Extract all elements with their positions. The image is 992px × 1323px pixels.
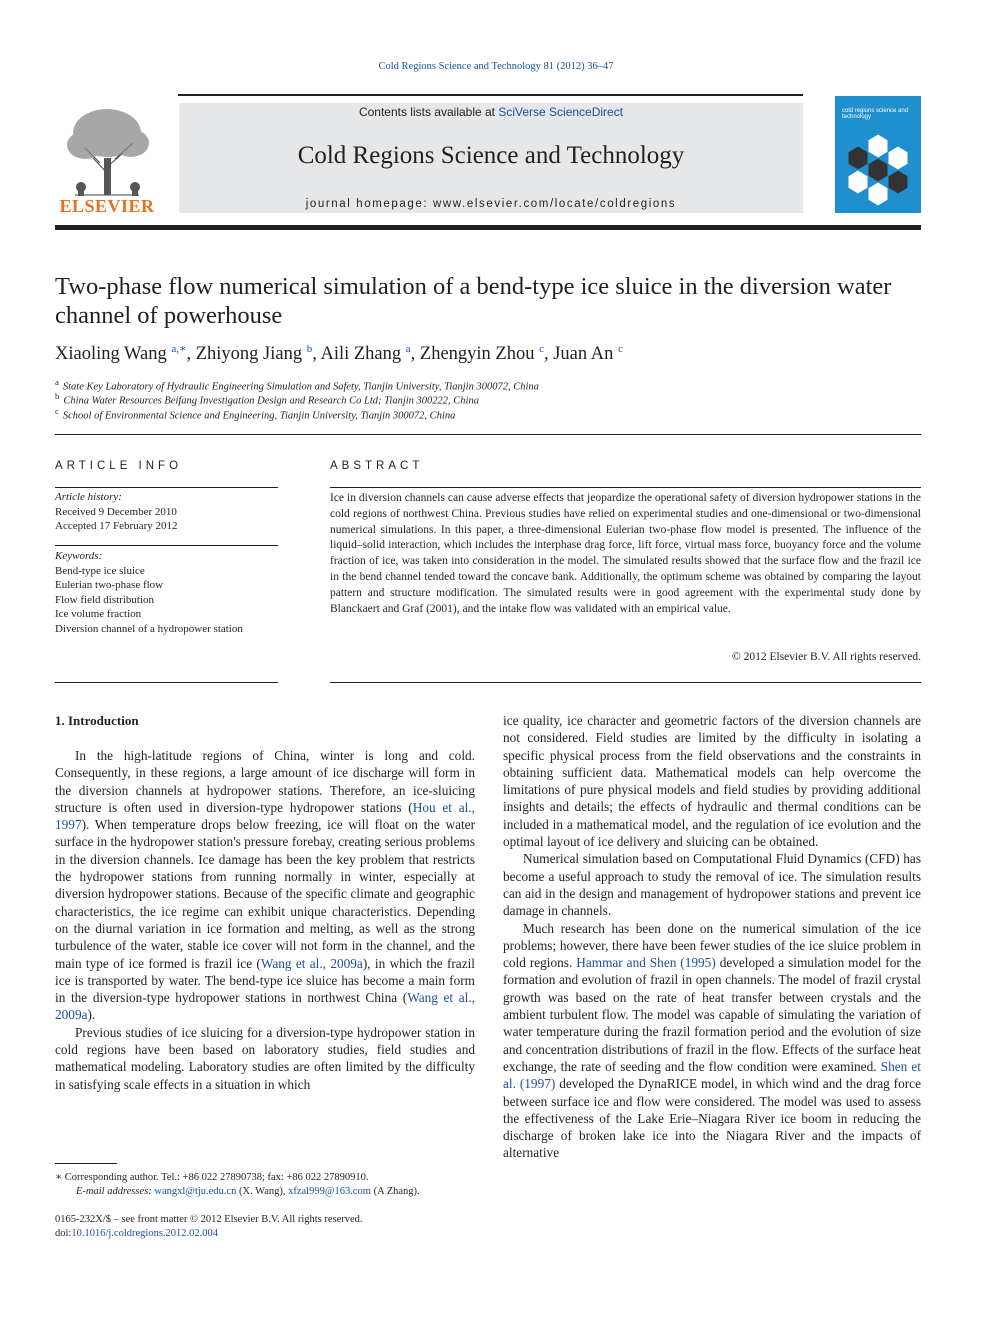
abstract-text: Ice in diversion channels can cause adverse effects that jeopardize the operational safety of diversion hydropower stations in the cold regions of northwest China. Previous studies have relied on experimental studies and one-dimensional or two-dimensional numerical simulations. In this paper, a three-dimensional Eulerian two-phase flow model is presented. The influence of the liquid–solid interaction, which includes the interphase drag force, lift force, virtual mass force, buoyancy force and the volume fraction of ice, was taken into consideration in the model. The simulated results showed that the surface flow and the frazil ice in the bend channel tended toward the concave bank. Additionally, the optimum scheme was obtained by comparing the layout pattern and structure modification. The simulated results were in good agreement with the experimental study done by Blanckaert and Graf (2001), and the intake flow was validated with an empirical value.: [330, 492, 921, 615]
body-column-right: [503, 712, 921, 1162]
body-paragraph: Numerical simulation based on Computational Fluid Dynamics (CFD) has become a useful approach to study the removal of ice. The simulation results can aid in the design and management of hydropower stations and prevent ice damage in channels.: [503, 851, 921, 919]
contents-line: [179, 105, 803, 119]
author-affiliation-mark[interactable]: a: [405, 343, 411, 355]
section-heading-introduction: 1. Introduction: [55, 713, 139, 728]
author-affiliation-mark[interactable]: b: [306, 343, 313, 355]
keyword: Diversion channel of a hydropower station: [55, 622, 243, 635]
email-link[interactable]: xfzal999@163.com: [288, 1186, 371, 1197]
affiliation-text: School of Environmental Science and Engineering, Tianjin University, Tianjin 300072, China: [62, 410, 456, 422]
divider: [55, 434, 921, 435]
contents-prefix: Contents lists available at: [358, 105, 499, 119]
text-run: In the high-latitude regions of China, winter is long and cold. Consequently, in these regions, a large amount of ice discharge will form in the diversion channels at hydropower stations. Therefore, an ice-sluicing structure is often used in diversion-type hydropower stations (: [55, 748, 475, 815]
article-history-label: Article history:: [55, 491, 122, 503]
article-title-line2: channel of powerhouse: [55, 302, 283, 329]
author-name[interactable]: Aili Zhang: [320, 344, 402, 365]
affiliation-mark: b: [55, 391, 60, 401]
text-run: Much research has been done on the numerical simulation of the ice problems; however, there have been fewer studies of the ice sluice problem in cold regions.: [503, 920, 921, 971]
accepted-date: Accepted 17 February 2012: [55, 520, 178, 532]
cover-hexagon-art: [838, 126, 918, 210]
keywords-block: [55, 549, 285, 636]
keyword: Flow field distribution: [55, 593, 154, 606]
body-paragraph: Previous studies of ice sluicing for a diversion-type hydropower station in cold regions have been based on laboratory studies, field studies and mathematical modeling. Laboratory studies are often limited by the difficulty in satisfying scale effects in a situation in which: [55, 1024, 475, 1092]
email-label: E-mail addresses:: [76, 1186, 152, 1197]
cover-title: cold regions science and technology: [842, 108, 909, 120]
article-info-heading: ARTICLE INFO: [55, 460, 183, 472]
keyword: Ice volume fraction: [55, 608, 142, 620]
text-run: ).: [87, 1007, 96, 1023]
author-affiliation-mark[interactable]: a,∗: [171, 343, 187, 355]
divider: [330, 682, 921, 683]
text-run: ), in which the frazil ice is transported by water. The bend-type ice sluice has become a main form in the diversion-type hydropower stations in northwest China (: [55, 955, 476, 1006]
doi-line: [55, 1228, 218, 1239]
affiliation-mark: a: [55, 377, 59, 387]
footnote-rule: [55, 1163, 117, 1164]
body-paragraph: [55, 747, 475, 1024]
citation-link[interactable]: Wang et al., 2009a: [55, 990, 475, 1023]
header-thick-rule: [55, 225, 921, 230]
author-affiliation-mark[interactable]: c: [617, 343, 623, 355]
citation-link[interactable]: Hammar and Shen (1995): [576, 955, 716, 971]
affiliation-text: China Water Resources Beifang Investigation Design and Research Co Ltd; Tianjin 300222, China: [63, 395, 479, 407]
affiliation: [55, 391, 935, 407]
author-list: Xiaoling Wang $^{a,∗}$, Zhiyong Jiang $^b$, Aili Zhang $^a$, Zhengyin Zhou $^c$, Juan An $^c$: [55, 343, 623, 365]
affiliation: [55, 406, 935, 422]
issn-line: 0165-232X/$ – see front matter © 2012 Elsevier B.V. All rights reserved.: [55, 1214, 363, 1225]
article-title-line1: Two-phase flow numerical simulation of a bend-type ice sluice in the diversion water: [55, 273, 892, 300]
divider: [55, 545, 278, 546]
email-owner: (A Zhang).: [370, 1186, 420, 1197]
text-run: ). When temperature drops below freezing, ice will float on the water surface in the hydropower station's pressure forebay, creating serious problems in the diversion channels. Ice damage has been the key problem that restricts the hydropower stations from running normally in winter, especially at diversion hydropower stations. Because of the specific climate and geographic characteristics, the ice regime can exhibit unique characteristics. Depending on the diurnal variation in ice formation and melting, as well as the strong turbulence of the water, stable ice cover will not form in the channel, and the main type of ice formed is frazil ice (: [55, 817, 475, 971]
divider: [55, 682, 278, 683]
doi-prefix: doi:: [55, 1228, 72, 1239]
divider: [55, 487, 278, 488]
body-column-left: [55, 747, 475, 1093]
sciencedirect-link[interactable]: SciVerse ScienceDirect: [498, 105, 624, 119]
keyword: Eulerian two-phase flow: [55, 579, 164, 591]
author-name[interactable]: Zhengyin Zhou: [419, 344, 535, 365]
journal-name: Cold Regions Science and Technology: [297, 142, 685, 169]
article-history: [55, 490, 285, 534]
author-affiliation-mark[interactable]: c: [539, 343, 544, 355]
received-date: Received 9 December 2010: [55, 505, 177, 518]
author-name[interactable]: Xiaoling Wang: [55, 344, 167, 365]
body-paragraph: [503, 920, 921, 1162]
journal-homepage-link[interactable]: journal homepage: www.elsevier.com/locate/coldregions: [305, 198, 677, 210]
text-run: developed a simulation model for the formation and evolution of frazil in open channels. The model of frazil crystal growth was based on the rate of heat transfer between crystals and the ambient turbulent flow. The model was capable of simulating the variation of water temperature during the frazil formation period and the evolution of size and concentration distributions of frazil in the flow. Effects of the surface heat exchange, the rate of seeding and the flow condition were examined.: [503, 955, 921, 1074]
body-paragraph: ice quality, ice character and geometric factors of the diversion channels are not considered. Field studies are limited by the difficulty in isolating a specific physical process from the field observations and the constraints in obtaining sufficient data. Mathematical models can help overcome the limitations of pure physical models and field studies by providing additional insights and details; the effects of hydraulic and thermal conditions can be included in a mathematical model, and the regulation of ice evolution and the optimal layout of ice delivery and sluicing can be obtained.: [503, 713, 921, 850]
author-name[interactable]: Juan An: [553, 344, 614, 365]
elsevier-wordmark: ELSEVIER: [59, 196, 155, 216]
email-link[interactable]: wangxl@tju.edu.cn: [154, 1186, 237, 1197]
citation-link[interactable]: Hou et al., 1997: [55, 799, 476, 833]
doi-link[interactable]: 10.1016/j.coldregions.2012.02.004: [71, 1228, 219, 1239]
author-name[interactable]: Zhiyong Jiang: [195, 344, 303, 365]
affiliation-mark: c: [55, 406, 59, 416]
header-top-rule: [178, 94, 803, 96]
article-title: [55, 272, 935, 330]
abstract-heading: ABSTRACT: [330, 460, 424, 472]
journal-reference[interactable]: Cold Regions Science and Technology 81 (2012) 36–47: [378, 61, 614, 72]
keywords-label: Keywords:: [55, 550, 103, 562]
text-run: developed the DynaRICE model, in which wind and the drag force between surface ice and flow were considered. The model was used to assess the effectiveness of the Lake Erie–Niagara River ice boom in reducing the discharge of broken lake ice into the Niagara River and the impacts of alternative: [503, 1076, 921, 1161]
corresponding-author-note: ∗ Corresponding author. Tel.: +86 022 27890738; fax: +86 022 27890910.: [55, 1172, 369, 1183]
copyright-line: © 2012 Elsevier B.V. All rights reserved.: [732, 651, 921, 663]
divider: [330, 487, 921, 488]
citation-link[interactable]: Shen et al. (1997): [503, 1058, 921, 1092]
keyword: Bend-type ice sluice: [55, 564, 145, 577]
email-addresses: [76, 1186, 516, 1197]
email-owner: (X. Wang),: [236, 1186, 289, 1197]
affiliation-text: State Key Laboratory of Hydraulic Engineering Simulation and Safety, Tianjin University, Tianjin 300072, China: [62, 381, 539, 393]
citation-link[interactable]: Wang et al., 2009a: [260, 955, 363, 971]
